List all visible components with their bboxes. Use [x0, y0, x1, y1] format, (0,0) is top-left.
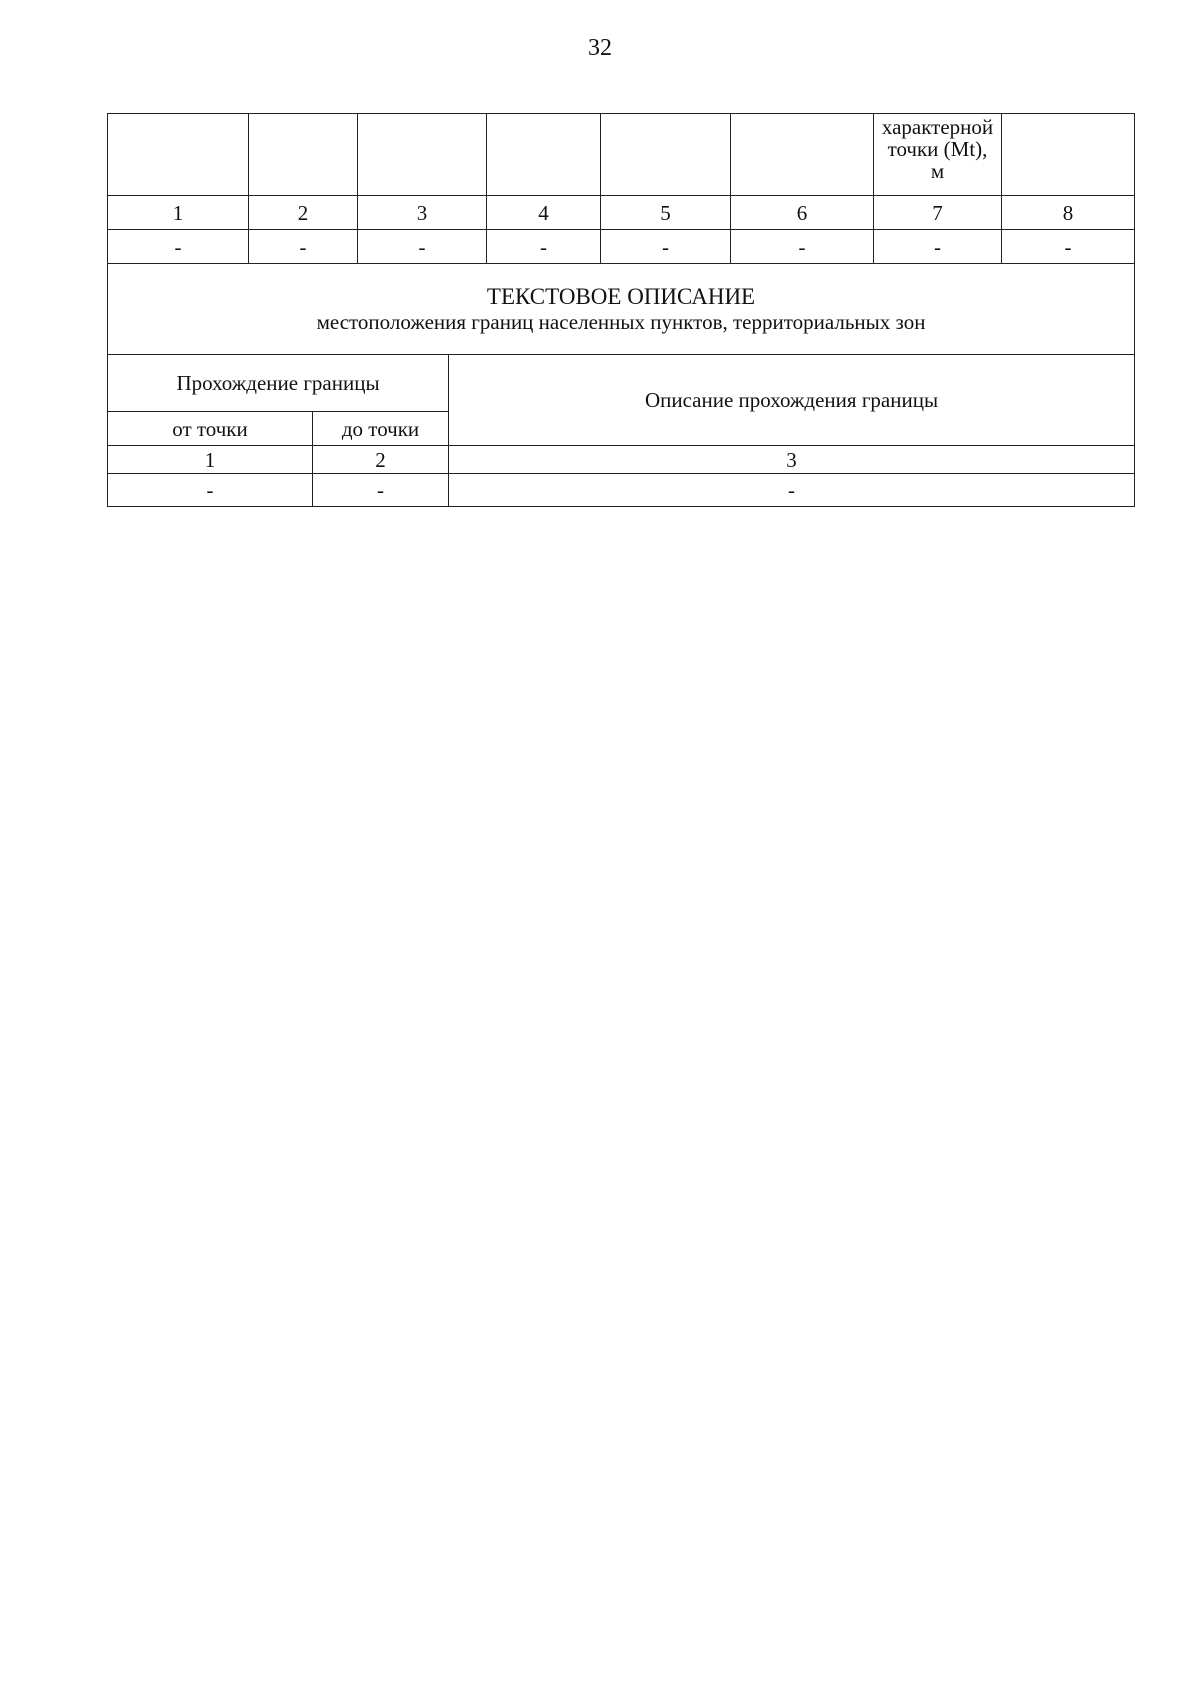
- section-title-cell: [108, 264, 1135, 355]
- header-cell: [731, 114, 874, 196]
- page-number: 32: [588, 35, 612, 61]
- header-cell: [1002, 114, 1135, 196]
- column-number: 6: [731, 196, 874, 230]
- section-title-row: [108, 264, 1135, 355]
- table-cell: -: [313, 474, 449, 507]
- coordinates-table: [107, 113, 1135, 355]
- to-point-header: до точки: [313, 412, 449, 446]
- table-cell: -: [108, 230, 249, 264]
- boundary-description-table: [107, 354, 1135, 507]
- header-cell: [358, 114, 487, 196]
- column-number: 1: [108, 446, 313, 474]
- table-cell: -: [249, 230, 358, 264]
- column-number: 5: [601, 196, 731, 230]
- column-number: 2: [313, 446, 449, 474]
- table-cell: -: [731, 230, 874, 264]
- section-title: ТЕКСТОВОЕ ОПИСАНИЕ: [486, 284, 756, 309]
- column-number: 7: [874, 196, 1002, 230]
- column-number: 4: [487, 196, 601, 230]
- header-cell: [487, 114, 601, 196]
- section-subtitle: местоположения границ населенных пунктов, территориальных зон: [316, 310, 926, 334]
- column-number: 2: [249, 196, 358, 230]
- table-row: [108, 474, 1135, 507]
- column-number: 8: [1002, 196, 1135, 230]
- column-number-row: [108, 196, 1135, 230]
- header-row: [108, 114, 1135, 196]
- table-cell: -: [449, 474, 1135, 507]
- column-number: 1: [108, 196, 249, 230]
- header-row: [108, 355, 1135, 412]
- table-cell: -: [358, 230, 487, 264]
- table-cell: -: [487, 230, 601, 264]
- column-number: 3: [358, 196, 487, 230]
- header-cell-point-error: характерной точки (Mt), м: [874, 114, 1002, 196]
- from-point-header: от точки: [108, 412, 313, 446]
- header-cell: [108, 114, 249, 196]
- boundary-passage-header: Прохождение границы: [108, 355, 449, 412]
- header-cell: [601, 114, 731, 196]
- table-cell: -: [601, 230, 731, 264]
- boundary-description-header: Описание прохождения границы: [449, 355, 1135, 446]
- table-row: [108, 230, 1135, 264]
- table-cell: -: [1002, 230, 1135, 264]
- column-number-row: [108, 446, 1135, 474]
- table-cell: -: [874, 230, 1002, 264]
- table-cell: -: [108, 474, 313, 507]
- column-number: 3: [449, 446, 1135, 474]
- header-cell: [249, 114, 358, 196]
